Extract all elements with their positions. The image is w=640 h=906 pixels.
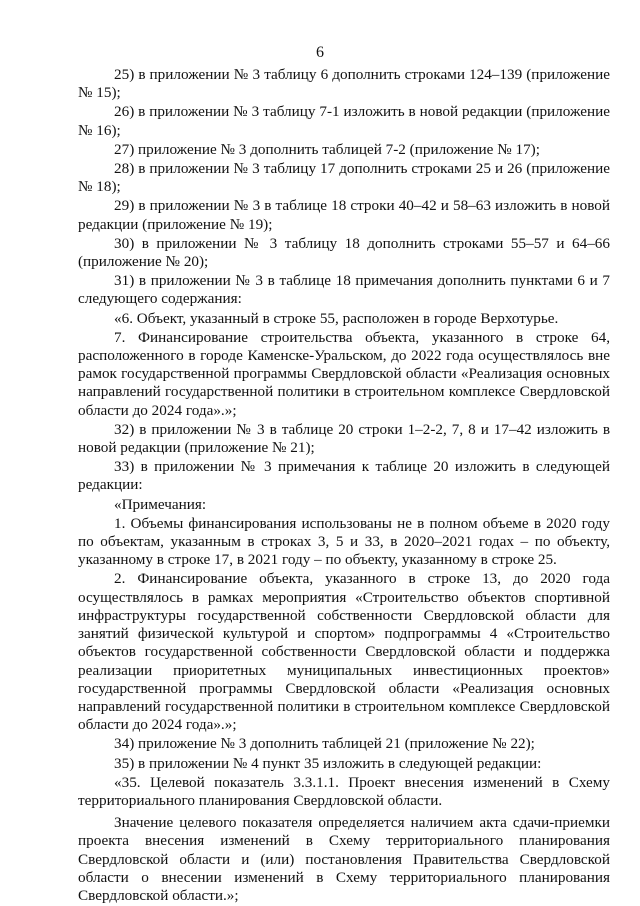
notes-heading: «Примечания: xyxy=(114,495,207,513)
item-31: 31) в приложении № 3 в таблице 18 примечания дополнить пунктами 6 и 7 следующего содержания: xyxy=(78,272,610,308)
item-34: 34) приложение № 3 дополнить таблицей 21 (приложение № 22); xyxy=(114,735,535,753)
document-body xyxy=(78,66,610,906)
item-27: 27) приложение № 3 дополнить таблицей 7-2 (приложение № 17); xyxy=(114,140,540,158)
item-35: 35) в приложении № 4 пункт 35 изложить в следующей редакции: xyxy=(114,754,542,772)
note-2: 2. Финансирование объекта, указанного в строке 13, до 2020 года осуществлялось в рамках мероприятия «Строительство объектов спортивной инфраструктуры государственной собственности Свердловской области для занятий физической культурой и спортом» подпрограммы 4 «Строительство объектов государственной собственности Свердловской области и поддержка реализации приоритетных муниципальных инвестиционных проектов» государственной программы Свердловской области «Реализация основных направлений государственной политики в строительном комплексе Свердловской области до 2024 года».»; xyxy=(78,570,610,734)
item-26: 26) в приложении № 3 таблицу 7-1 изложить в новой редакции (приложение № 16); xyxy=(78,103,610,139)
item-29: 29) в приложении № 3 в таблице 18 строки 40–42 и 58–63 изложить в новой редакции (приложение № 19); xyxy=(78,197,610,233)
quoted-note-7: 7. Финансирование строительства объекта, указанного в строке 64, расположенного в городе Каменске-Уральском, до 2022 года осуществлялось вне рамок государственной программы Свердловской области «Реализация основных направлений государственной политики в строительном комплексе Свердловской области до 2024 года».»; xyxy=(78,328,610,419)
note-1: 1. Объемы финансирования использованы не в полном объеме в 2020 году по объектам, указанным в строках 3, 5 и 33, в 2020–2021 годах – по объекту, указанному в строке 17, в 2021 году – по объекту, указанному в строке 25. xyxy=(78,514,610,569)
item-25: 25) в приложении № 3 таблицу 6 дополнить строками 124–139 (приложение № 15); xyxy=(78,66,610,102)
quoted-note-6: «6. Объект, указанный в строке 55, расположен в городе Верхотурье. xyxy=(114,309,559,327)
item-33: 33) в приложении № 3 примечания к таблице 20 изложить в следующей редакции: xyxy=(78,458,610,494)
item-32: 32) в приложении № 3 в таблице 20 строки 1–2-2, 7, 8 и 17–42 изложить в новой редакции (приложение № 21); xyxy=(78,420,610,457)
item-28: 28) в приложении № 3 таблицу 17 дополнить строками 25 и 26 (приложение № 18); xyxy=(78,160,610,196)
target-indicator-35: «35. Целевой показатель 3.3.1.1. Проект внесения изменений в Схему территориального планирования Свердловской области. xyxy=(78,773,610,809)
item-30: 30) в приложении № 3 таблицу 18 дополнить строками 55–57 и 64–66 (приложение № 20); xyxy=(78,234,610,271)
page-number: 6 xyxy=(316,44,324,61)
indicator-value-description: Значение целевого показателя определяется наличием акта сдачи-приемки проекта внесения изменений в Схему территориального планирования Свердловской области и (или) постановления Правительства Свердловской области о внесении изменений в Схему территориального планирования Свердловской области.»; xyxy=(78,814,610,904)
